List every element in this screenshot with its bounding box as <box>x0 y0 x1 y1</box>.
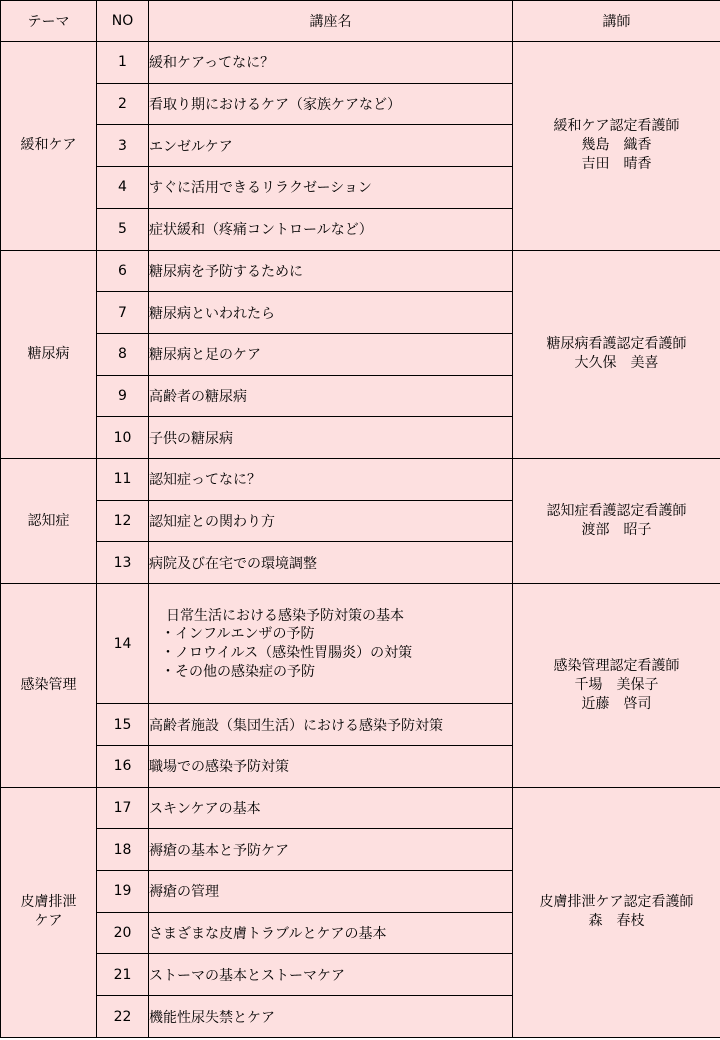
course-title: 看取り期におけるケア（家族ケアなど） <box>149 83 513 125</box>
lecturer-role: 緩和ケア認定看護師 <box>553 118 680 135</box>
course-title: 高齢者の糖尿病 <box>149 375 513 417</box>
course-title: 日常生活における感染予防対策の基本 <box>166 608 404 625</box>
row-number: 8 <box>97 333 149 375</box>
theme-cell <box>1 250 97 459</box>
row-number: 4 <box>97 167 149 209</box>
row-number: 3 <box>97 125 149 167</box>
row-number: 7 <box>97 292 149 334</box>
course-subitem: ・その他の感染症の予防 <box>161 664 315 681</box>
theme-label: 糖尿病 <box>27 345 70 362</box>
row-number: 19 <box>97 871 149 913</box>
theme-label: ケア <box>34 913 63 930</box>
lecturer-role: 糖尿病看護認定看護師 <box>546 336 687 353</box>
row-number: 13 <box>97 542 149 584</box>
lecturer-role: 皮膚排泄ケア認定看護師 <box>539 894 694 911</box>
course-title: 症状緩和（疼痛コントロールなど） <box>149 208 513 250</box>
row-number: 5 <box>97 208 149 250</box>
lecturer-name: 渡部 昭子 <box>581 522 652 539</box>
row-number: 15 <box>97 704 149 746</box>
course-title: 糖尿病と足のケア <box>149 333 513 375</box>
lecturer-cell <box>513 250 720 459</box>
course-title: 子供の糖尿病 <box>149 417 513 459</box>
row-number: 6 <box>97 250 149 292</box>
course-title: 認知症との関わり方 <box>149 500 513 542</box>
lecturer-name: 森 春枝 <box>588 913 645 930</box>
theme-cell <box>1 584 97 787</box>
table-row <box>1 584 720 704</box>
lecturer-cell <box>513 42 720 251</box>
lecturer-name: 幾島 織香 <box>581 137 652 154</box>
course-title: すぐに活用できるリラクゼーション <box>149 167 513 209</box>
course-title: 糖尿病といわれたら <box>149 292 513 334</box>
course-title: 緩和ケアってなに？ <box>149 42 513 84</box>
lecturer-name: 千場 美保子 <box>574 676 659 693</box>
row-number: 20 <box>97 912 149 954</box>
lecturer-cell <box>513 787 720 1037</box>
table-row <box>1 787 720 829</box>
course-title: スキンケアの基本 <box>149 787 513 829</box>
lecturer-name: 大久保 美喜 <box>574 355 659 372</box>
course-title: エンゼルケア <box>149 125 513 167</box>
course-title: 認知症ってなに？ <box>149 459 513 501</box>
course-title: 機能性尿失禁とケア <box>149 996 513 1038</box>
course-subitem: ・インフルエンザの予防 <box>161 626 315 643</box>
table-row <box>1 250 720 292</box>
row-number: 11 <box>97 459 149 501</box>
theme-cell <box>1 42 97 251</box>
course-title: 職場での感染予防対策 <box>149 745 513 787</box>
course-title: 褥瘡の基本と予防ケア <box>149 829 513 871</box>
course-title: 糖尿病を予防するために <box>149 250 513 292</box>
course-title: 病院及び在宅での環境調整 <box>149 542 513 584</box>
lecturer-name: 近藤 啓司 <box>581 695 652 712</box>
course-title: さまざまな皮膚トラブルとケアの基本 <box>149 912 513 954</box>
theme-label: 認知症 <box>27 512 70 529</box>
theme-label: 緩和ケア <box>20 137 77 154</box>
lecturer-cell <box>513 459 720 584</box>
row-number: 16 <box>97 745 149 787</box>
theme-label: 感染管理 <box>20 676 77 693</box>
course-title-cell <box>149 584 513 704</box>
header-course: 講座名 <box>149 1 513 42</box>
row-number: 2 <box>97 83 149 125</box>
lecturer-name: 吉田 晴香 <box>581 156 652 173</box>
row-number: 17 <box>97 787 149 829</box>
row-number: 12 <box>97 500 149 542</box>
course-subitem: ・ノロウイルス（感染性胃腸炎）の対策 <box>161 645 413 662</box>
table-header <box>1 1 720 42</box>
lecturer-role: 感染管理認定看護師 <box>553 657 680 674</box>
row-number: 10 <box>97 417 149 459</box>
row-number: 22 <box>97 996 149 1038</box>
header-theme: テーマ <box>1 1 97 42</box>
table-row <box>1 42 720 84</box>
row-number: 9 <box>97 375 149 417</box>
table-row <box>1 459 720 501</box>
header-lecturer: 講師 <box>513 1 720 42</box>
course-title: 高齢者施設（集団生活）における感染予防対策 <box>149 704 513 746</box>
table-body <box>1 42 720 1038</box>
row-number: 21 <box>97 954 149 996</box>
theme-cell <box>1 459 97 584</box>
theme-label: 皮膚排泄 <box>20 894 77 911</box>
course-title: ストーマの基本とストーマケア <box>149 954 513 996</box>
row-number: 18 <box>97 829 149 871</box>
lecturer-cell <box>513 584 720 787</box>
lecturer-role: 認知症看護認定看護師 <box>546 503 687 520</box>
header-no: NO <box>97 1 149 42</box>
row-number: 14 <box>97 584 149 704</box>
row-number: 1 <box>97 42 149 84</box>
course-title: 褥瘡の管理 <box>149 871 513 913</box>
theme-cell <box>1 787 97 1037</box>
